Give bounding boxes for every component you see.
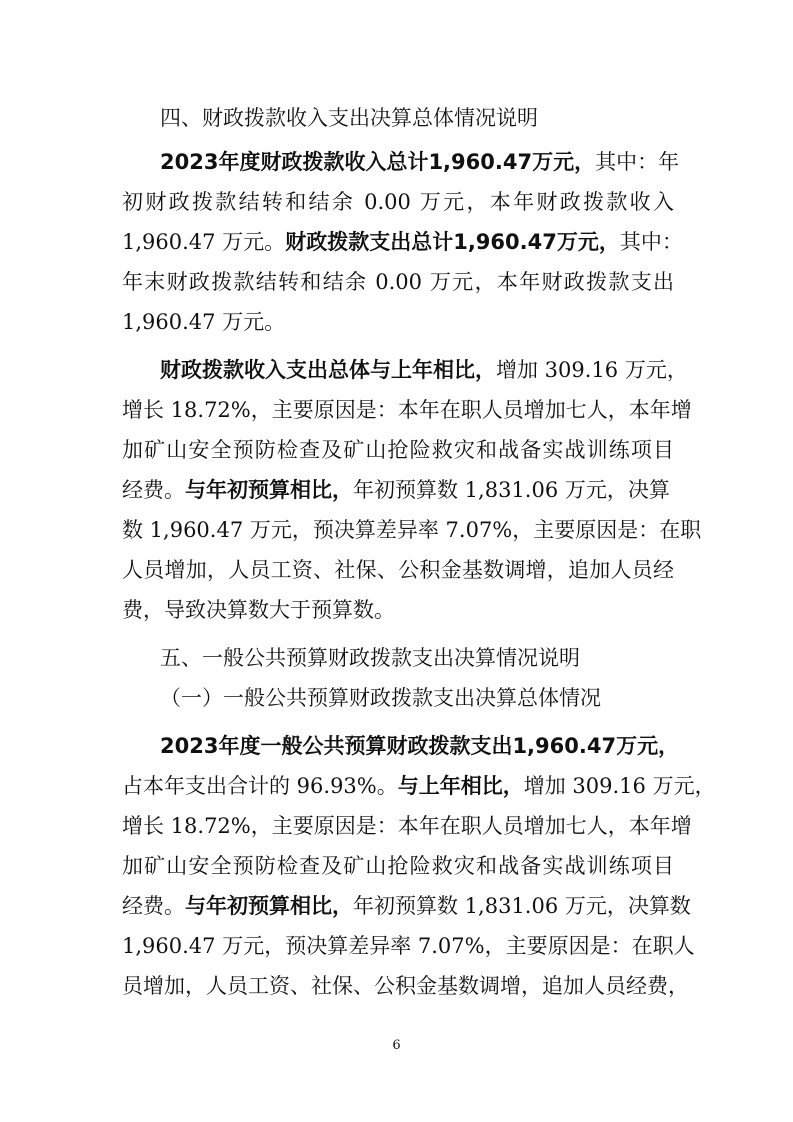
paragraph-3-line-1 [160, 725, 680, 767]
bold-text: 与年初预算相比， [185, 894, 353, 918]
paragraph-2-line-1 [160, 349, 688, 391]
paragraph-1-line-2: 初财政拨款结转和结余 0.00 万元，本年财政拨款收入 [122, 190, 674, 214]
body-text: 增加 309.16 万元， [496, 358, 688, 382]
paragraph-1-line-4: 年末财政拨款结转和结余 0.00 万元，本年财政拨款支出 [122, 270, 674, 294]
paragraph-3-line-3: 增长 18.72%，主要原因是：本年在职人员增加七人，本年增 [122, 814, 692, 838]
paragraph-1-line-3 [122, 221, 683, 263]
body-text: 其中： [619, 230, 683, 254]
paragraph-3-line-6: 1,960.47 万元，预决算差异率 7.07%，主要原因是：在职人 [122, 934, 695, 958]
paragraph-2-line-7: 费，导致决算数大于预算数。 [122, 598, 395, 622]
paragraph-2-line-5: 数 1,960.47 万元，预决算差异率 7.07%，主要原因是：在职 [122, 518, 702, 542]
page-number: 6 [392, 1038, 401, 1053]
paragraph-2-line-4 [122, 469, 674, 511]
bold-text: 2023年度财政拨款收入总计1,960.47万元， [160, 150, 596, 174]
body-text: 年初预算数 1,831.06 万元，决算数 [353, 894, 691, 918]
section-5-heading: 五、一般公共预算财政拨款支出决算情况说明 [160, 646, 580, 670]
paragraph-3-line-5 [122, 885, 691, 927]
bold-text: 与年初预算相比， [185, 478, 353, 502]
bold-text: 财政拨款收入支出总体与上年相比， [160, 358, 496, 382]
body-text: 1,960.47 万元。 [122, 230, 286, 254]
body-text: 增加 309.16 万元， [523, 774, 716, 798]
paragraph-2-line-3: 加矿山安全预防检查及矿山抢险救灾和战备实战训练项目 [122, 438, 674, 462]
bold-text: 2023年度一般公共预算财政拨款支出1,960.47万元， [160, 734, 680, 758]
paragraph-3-line-4: 加矿山安全预防检查及矿山抢险救灾和战备实战训练项目 [122, 854, 674, 878]
paragraph-1-line-1 [160, 141, 680, 183]
section-4-heading: 四、财政拨款收入支出决算总体情况说明 [160, 106, 538, 130]
subsection-1-heading: （一）一般公共预算财政拨款支出决算总体情况 [160, 686, 601, 710]
paragraph-2-line-2: 增长 18.72%，主要原因是：本年在职人员增加七人，本年增 [122, 398, 692, 422]
bold-text: 与上年相比， [397, 774, 524, 798]
bold-text: 财政拨款支出总计1,960.47万元， [285, 230, 620, 254]
paragraph-3-line-7: 员增加，人员工资、社保、公积金基数调增，追加人员经费， [122, 974, 689, 998]
body-text: 占本年支出合计的 96.93%。 [122, 774, 398, 798]
body-text: 年初预算数 1,831.06 万元，决算 [353, 478, 670, 502]
paragraph-3-line-2 [122, 765, 716, 807]
body-text: 其中：年 [595, 150, 680, 174]
body-text: 经费。 [122, 894, 185, 918]
paragraph-2-line-6: 人员增加，人员工资、社保、公积金基数调增，追加人员经 [122, 558, 674, 582]
body-text: 经费。 [122, 478, 185, 502]
paragraph-1-line-5: 1,960.47 万元。 [122, 310, 286, 334]
